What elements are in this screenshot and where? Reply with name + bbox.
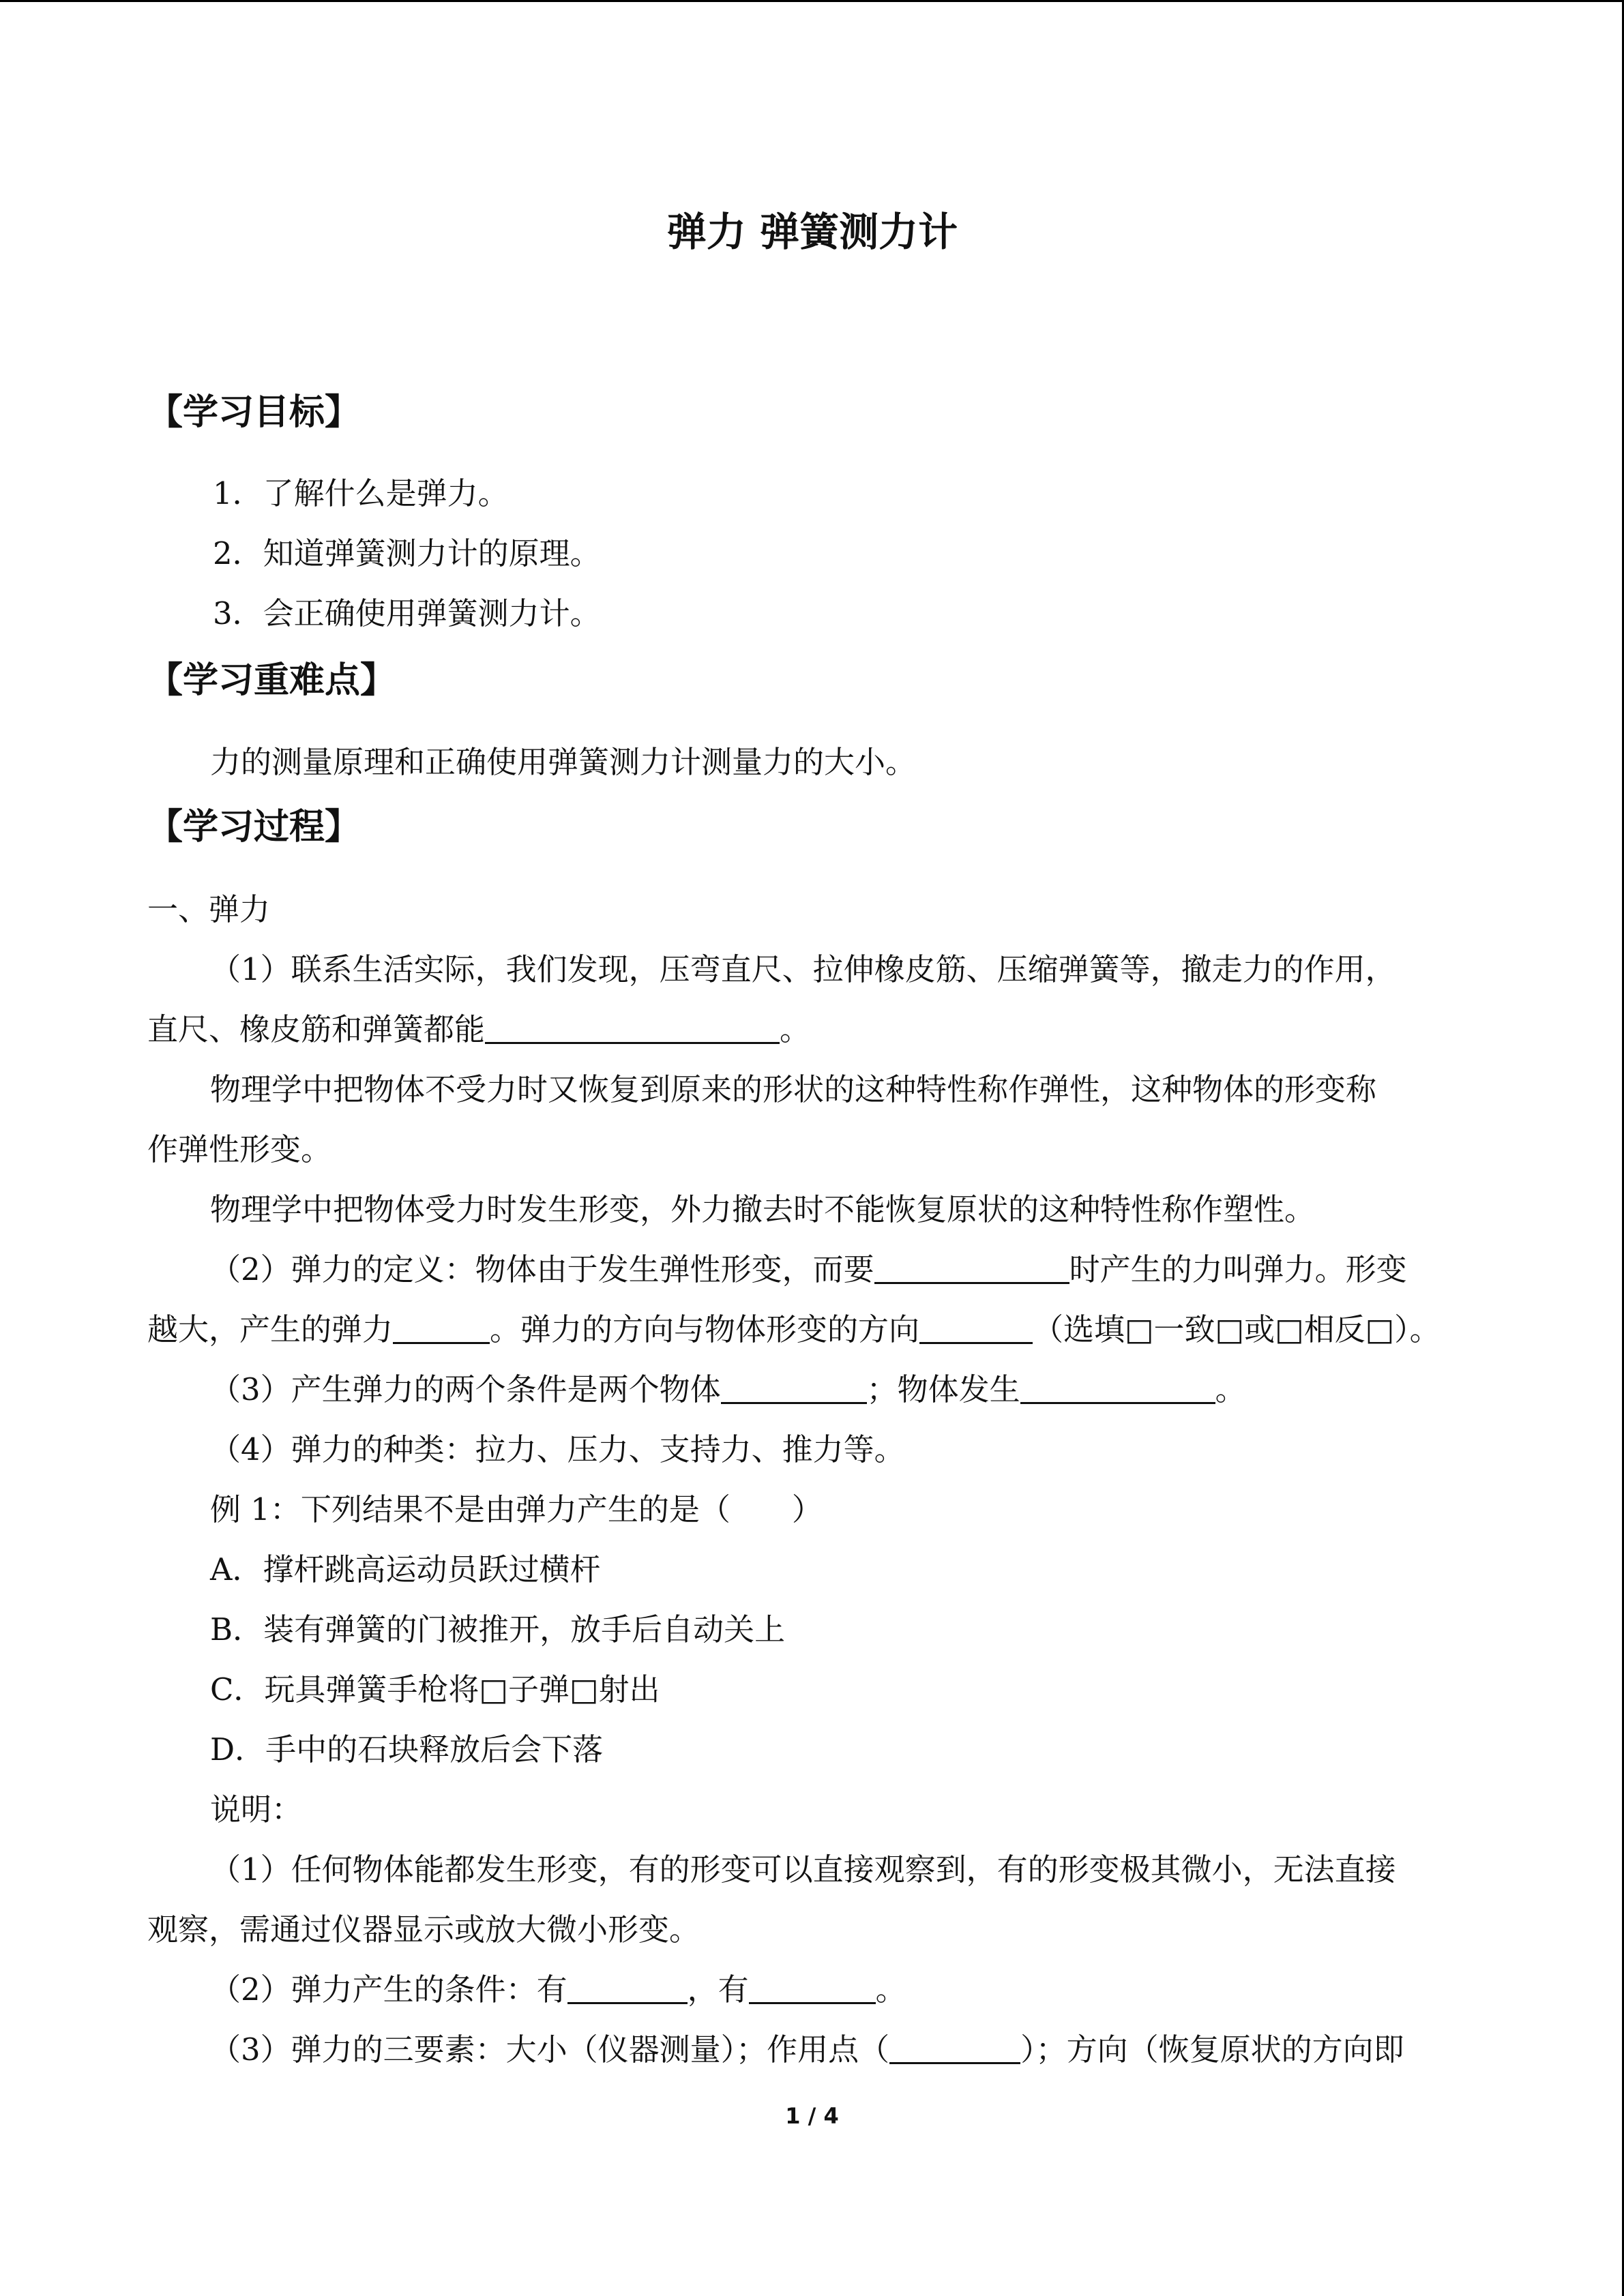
note-label: 说明：: [210, 1791, 303, 1828]
text: （2）弹力的定义：物体由于发生弹性形变，而要: [210, 1251, 874, 1287]
fill-blank[interactable]: [721, 1369, 867, 1404]
paragraph-3: 物理学中把物体受力时发生形变，外力撤去时不能恢复原状的这种特性称作塑性。: [210, 1191, 1316, 1227]
process-heading: 【学习过程】: [147, 807, 361, 848]
note-1a: （1）任何物体能都发生形变，有的形变可以直接观察到，有的形变极其微小，无法直接: [210, 1851, 1396, 1888]
text: 越大，产生的弹力: [147, 1311, 394, 1347]
paragraph-6: （4）弹力的种类：拉力、压力、支持力、推力等。: [210, 1431, 905, 1467]
fill-blank[interactable]: [485, 1009, 780, 1044]
option-a: A．撑杆跳高运动员跃过横杆: [210, 1551, 601, 1587]
text: （2）弹力产生的条件：有: [210, 1971, 567, 2008]
paragraph-2a: 物理学中把物体不受力时又恢复到原来的形状的这种特性称作弹性，这种物体的形变称: [210, 1071, 1377, 1107]
example-1: 例 1：下列结果不是由弹力产生的是（ ）: [210, 1491, 823, 1527]
text: （3）产生弹力的两个条件是两个物体: [210, 1371, 721, 1407]
text: 。: [875, 1971, 906, 2008]
text: （选填□一致□或□相反□）。: [1033, 1311, 1441, 1347]
key-text: 力的测量原理和正确使用弹簧测力计测量力的大小。: [210, 744, 917, 780]
text: 直尺、橡皮筋和弹簧都能: [147, 1011, 486, 1047]
page-title: 弹力 弹簧测力计: [666, 209, 958, 255]
text: ）；方向（恢复原状的方向即: [1020, 2031, 1404, 2068]
text: 。: [780, 1011, 811, 1047]
text: 。: [1215, 1371, 1246, 1407]
note-3: [147, 2020, 1540, 2080]
paragraph-2b: 作弹性形变。: [147, 1131, 332, 1167]
fill-blank[interactable]: [889, 2029, 1020, 2064]
text: 。弹力的方向与物体形变的方向: [490, 1311, 920, 1347]
paragraph-1a: （1）联系生活实际，我们发现，压弯直尺、拉伸橡皮筋、压缩弹簧等，撤走力的作用，: [210, 951, 1396, 987]
paragraph-4b: [147, 1300, 1477, 1360]
goal-item: 2．知道弹簧测力计的原理。: [213, 535, 601, 571]
fill-blank[interactable]: [1020, 1369, 1215, 1404]
option-d: D．手中的石块释放后会下落: [210, 1731, 604, 1768]
paragraph-1b: [147, 1000, 1477, 1060]
fill-blank[interactable]: [393, 1309, 490, 1344]
goal-item: 1．了解什么是弹力。: [213, 475, 509, 511]
goals-heading: 【学习目标】: [147, 392, 361, 433]
note-1b: 观察，需通过仪器显示或放大微小形变。: [147, 1911, 700, 1948]
option-b: B．装有弹簧的门被推开，放手后自动关上: [210, 1611, 786, 1648]
paragraph-4a: [147, 1240, 1540, 1300]
fill-blank[interactable]: [919, 1309, 1033, 1344]
page-number: 1 / 4: [785, 2103, 839, 2129]
fill-blank[interactable]: [749, 1969, 876, 2004]
option-c: C．玩具弹簧手枪将□子弹□射出: [210, 1671, 660, 1708]
fill-blank[interactable]: [567, 1969, 688, 2004]
page-border-top: [0, 0, 1624, 2]
fill-blank[interactable]: [874, 1249, 1069, 1284]
note-2: [147, 1960, 1540, 2020]
paragraph-5: [147, 1360, 1540, 1420]
section-elastic-force: 一、弹力: [147, 891, 271, 927]
text: （3）弹力的三要素：大小（仪器测量）；作用点（: [210, 2031, 890, 2068]
text: ，有: [687, 1971, 749, 2008]
goal-item: 3．会正确使用弹簧测力计。: [213, 595, 601, 631]
text: 时产生的力叫弹力。形变: [1069, 1251, 1407, 1287]
key-heading: 【学习重难点】: [147, 660, 396, 701]
text: ；物体发生: [866, 1371, 1020, 1407]
